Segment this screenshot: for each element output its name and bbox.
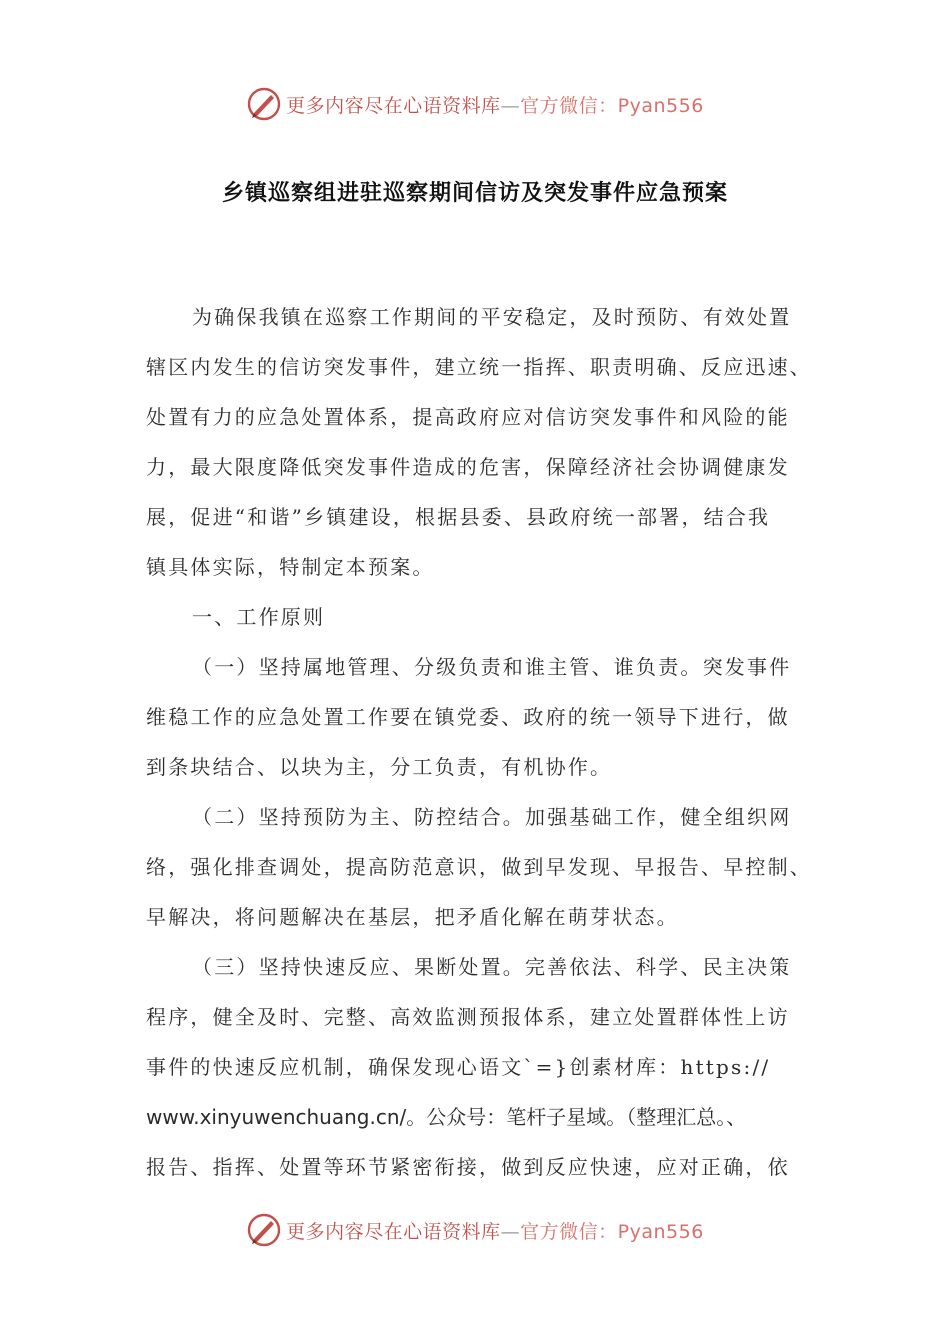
paragraph-line: 镇具体实际，特制定本预案。 <box>146 555 435 579</box>
document-title: 乡镇巡察组进驻巡察期间信访及突发事件应急预案 <box>221 180 728 206</box>
paragraph-line: 力，最大限度降低突发事件造成的危害，保障经济社会协调健康发 <box>146 455 790 479</box>
paragraph-line: 辖区内发生的信访突发事件，建立统一指挥、职责明确、反应迅速、 <box>146 355 812 379</box>
pen-logo-icon <box>246 1212 282 1248</box>
paragraph-line: 早解决，将问题解决在基层，把矛盾化解在萌芽状态。 <box>146 905 679 929</box>
paragraph-line: 事件的快速反应机制，确保发现心语文`=}创素材库：https:// <box>146 1055 771 1079</box>
paragraph-line: 维稳工作的应急处置工作要在镇党委、政府的统一领导下进行，做 <box>146 705 790 729</box>
paragraph-line: www.xinyuwenchuang.cn/。公众号：笔杆子星域。（整理汇总。、 <box>146 1105 747 1129</box>
paragraph-line: （二）坚持预防为主、防控结合。加强基础工作，健全组织网 <box>192 805 792 829</box>
paragraph-line: 处置有力的应急处置体系，提高政府应对信访突发事件和风险的能 <box>146 405 790 429</box>
banner-text <box>286 1217 704 1244</box>
paragraph-line: 络，强化排查调处，提高防范意识，做到早发现、早报告、早控制、 <box>146 855 812 879</box>
header-banner <box>0 84 950 124</box>
pen-logo-icon <box>246 86 282 122</box>
paragraph-line: 程序，健全及时、完整、高效监测预报体系，建立处置群体性上访 <box>146 1005 790 1029</box>
document-body <box>146 292 826 1192</box>
footer-banner <box>0 1210 950 1250</box>
paragraph-line: 报告、指挥、处置等环节紧密衔接，做到反应快速，应对正确，依 <box>146 1155 790 1179</box>
banner-main-text: 更多内容尽在心语资料库 <box>286 94 501 117</box>
banner-wechat-text: 官方微信：Pyan556 <box>520 94 704 117</box>
paragraph-line: 到条块结合、以块为主，分工负责，有机协作。 <box>146 755 613 779</box>
banner-dash: — <box>500 1220 521 1243</box>
paragraph-line: 展，促进“和谐”乡镇建设，根据县委、县政府统一部署，结合我 <box>146 505 771 529</box>
paragraph-line: 为确保我镇在巡察工作期间的平安稳定，及时预防、有效处置 <box>192 305 792 329</box>
paragraph-line: （三）坚持快速反应、果断处置。完善依法、科学、民主决策 <box>192 955 792 979</box>
banner-wechat-text: 官方微信：Pyan556 <box>520 1220 704 1243</box>
banner-dash: — <box>500 94 521 117</box>
paragraph-line: （一）坚持属地管理、分级负责和谁主管、谁负责。突发事件 <box>192 655 792 679</box>
section-heading: 一、工作原则 <box>192 605 326 629</box>
banner-main-text: 更多内容尽在心语资料库 <box>286 1220 501 1243</box>
banner-text <box>286 91 704 118</box>
